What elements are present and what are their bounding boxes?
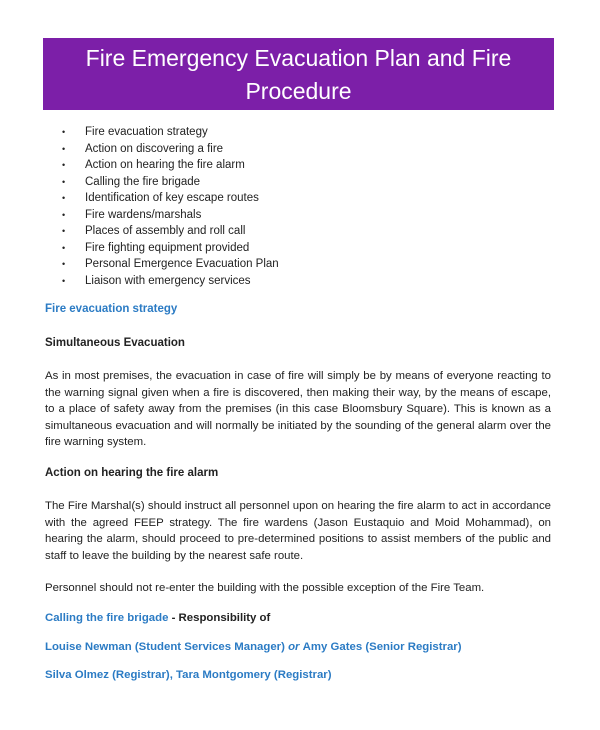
bullet-icon: •: [62, 209, 66, 220]
bullet-icon: •: [62, 193, 66, 203]
bullet-icon: •: [62, 143, 66, 154]
list-item: • Identification of key escape routes: [60, 190, 279, 207]
paragraph-reenter: Personnel should not re-enter the building with the possible exception of the Fire Team.: [45, 582, 485, 594]
bullet-icon: •: [62, 259, 66, 269]
paragraph-simultaneous: As in most premises, the evacuation in case of fire will simply be by means of everyone reacting to the warning signal given when a fire is discovered, then making their way, by the means of escape, to a place of safety away from the premises (in this case Bloomsbury Square). This is known as a simultaneous evacuation and will normally be initiated by the sounding of the general alarm over the fire warning system.: [45, 370, 551, 448]
subheading-simultaneous: Simultaneous Evacuation: [45, 337, 185, 349]
bullet-icon: •: [62, 160, 66, 170]
list-item: • Personal Emergence Evacuation Plan: [60, 256, 279, 273]
list-item: • Calling the fire brigade: [60, 174, 279, 191]
bullet-icon: •: [62, 226, 66, 236]
title-line-2: Procedure: [245, 78, 352, 104]
list-item: • Places of assembly and roll call: [60, 223, 279, 240]
list-item: • Action on discovering a fire: [60, 141, 279, 158]
responsible-line-1: [45, 641, 462, 653]
brigade-separator: -: [168, 612, 179, 624]
or-text: or: [284, 641, 303, 653]
brigade-label: Calling the fire brigade: [45, 612, 169, 624]
responsible-line-2: Silva Olmez (Registrar), Tara Montgomery (Registrar): [45, 669, 332, 681]
responsible-person-1: Louise Newman (Student Services Manager): [45, 641, 285, 653]
responsible-person-2: Amy Gates (Senior Registrar): [302, 641, 462, 653]
document-title-banner: [43, 38, 554, 110]
title-line-1: Fire Emergency Evacuation Plan and Fire: [85, 45, 512, 71]
bullet-icon: •: [62, 275, 66, 286]
subheading-alarm: Action on hearing the fire alarm: [45, 467, 219, 479]
bullet-icon: •: [62, 242, 66, 253]
list-item: • Fire fighting equipment provided: [60, 240, 279, 257]
list-item: • Fire evacuation strategy: [60, 124, 279, 141]
list-item: • Fire wardens/marshals: [60, 207, 279, 224]
bullet-icon: •: [62, 127, 66, 137]
paragraph-alarm: The Fire Marshal(s) should instruct all personnel upon on hearing the fire alarm to act in accordance with the agreed FEEP strategy. The fire wardens (Jason Eustaquio and Moid Mohammad), on hearing the alarm, should proceed to pre-determined positions to assist members of the public and staff to leave the building by the nearest safe route.: [45, 500, 551, 562]
list-item: • Liaison with emergency services: [60, 273, 279, 290]
brigade-line: [45, 612, 270, 624]
section-heading-strategy: Fire evacuation strategy: [45, 303, 178, 315]
brigade-responsibility: Responsibility of: [178, 612, 271, 624]
bullet-icon: •: [62, 176, 66, 187]
contents-list: [60, 124, 279, 289]
list-item: • Action on hearing the fire alarm: [60, 157, 279, 174]
